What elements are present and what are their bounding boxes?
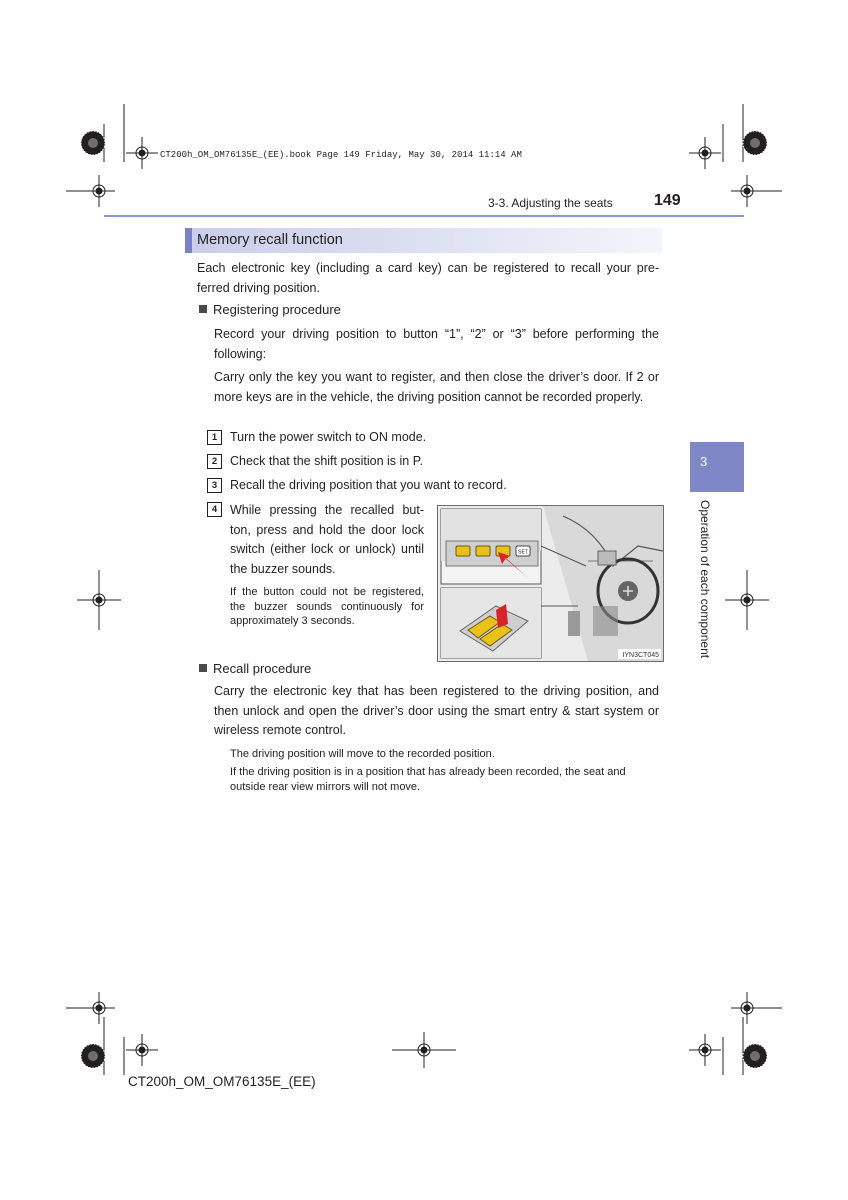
recall-note-2: If the driving position is in a position that has already been recorded, the seat and outside rear view mirrors will not move. (230, 766, 626, 793)
chapter-title: Operation of each component (698, 500, 712, 659)
registering-para1: Record your driving position to button “1”, “2” or “3” before performing the following: (214, 327, 659, 361)
running-header-section: 3-3. Adjusting the seats (488, 196, 613, 210)
page-number: 149 (654, 192, 681, 209)
memory-switch-illustration (437, 505, 664, 662)
step-4-number (207, 502, 230, 517)
print-info: CT200h_OM_OM76135E_(EE).book Page 149 Friday, May 30, 2014 11:14 AM (160, 150, 522, 160)
step-text: Check that the shift position is in P. (230, 454, 423, 468)
step-text: Turn the power switch to ON mode. (230, 430, 427, 444)
step-number: 2 (207, 454, 222, 469)
footer-doc-id: CT200h_OM_OM76135E_(EE) (128, 1074, 316, 1089)
step-4-text: While pressing the recalled but-ton, press and hold the door lock switch (either lock or unlock) until the buzzer sounds. (230, 503, 424, 576)
figure-code: IYN3CT045 (622, 652, 659, 659)
section-title-marker (185, 228, 192, 253)
step-number: 4 (207, 502, 222, 517)
step-number: 1 (207, 430, 222, 445)
recall-note-1: The driving position will move to the recorded position. (230, 748, 495, 760)
step-1 (207, 430, 426, 445)
recall-heading (199, 661, 311, 676)
chapter-number: 3 (700, 454, 708, 469)
recall-heading-text: Recall procedure (213, 661, 312, 676)
step-4-note: If the button could not be registered, the buzzer sounds continuously for approximately 3 seconds. (230, 586, 424, 627)
intro-paragraph: Each electronic key (including a card key) can be registered to recall your pre-ferred driving position. (197, 261, 659, 295)
set-button-label: SET (518, 549, 528, 556)
registering-instructions (214, 325, 659, 407)
header-rule (104, 215, 744, 217)
step-number: 3 (207, 478, 222, 493)
recall-paragraph: Carry the electronic key that has been registered to the driving position, and then unlock and open the driver’s door using the smart entry & start system or wireless remote control. (214, 684, 659, 737)
section-title: Memory recall function (197, 232, 343, 248)
registering-heading-text: Registering procedure (213, 302, 341, 317)
step-2 (207, 454, 423, 469)
bullet-square-icon (199, 305, 207, 313)
bullet-square-icon (199, 664, 207, 672)
step-3 (207, 478, 507, 493)
registering-para2: Carry only the key you want to register, and then close the driver’s door. If 2 or more keys are in the vehicle, the driving position cannot be recorded properly. (214, 370, 659, 404)
registering-heading (199, 302, 341, 317)
chapter-tab (690, 442, 744, 492)
step-text: Recall the driving position that you want to record. (230, 478, 507, 492)
